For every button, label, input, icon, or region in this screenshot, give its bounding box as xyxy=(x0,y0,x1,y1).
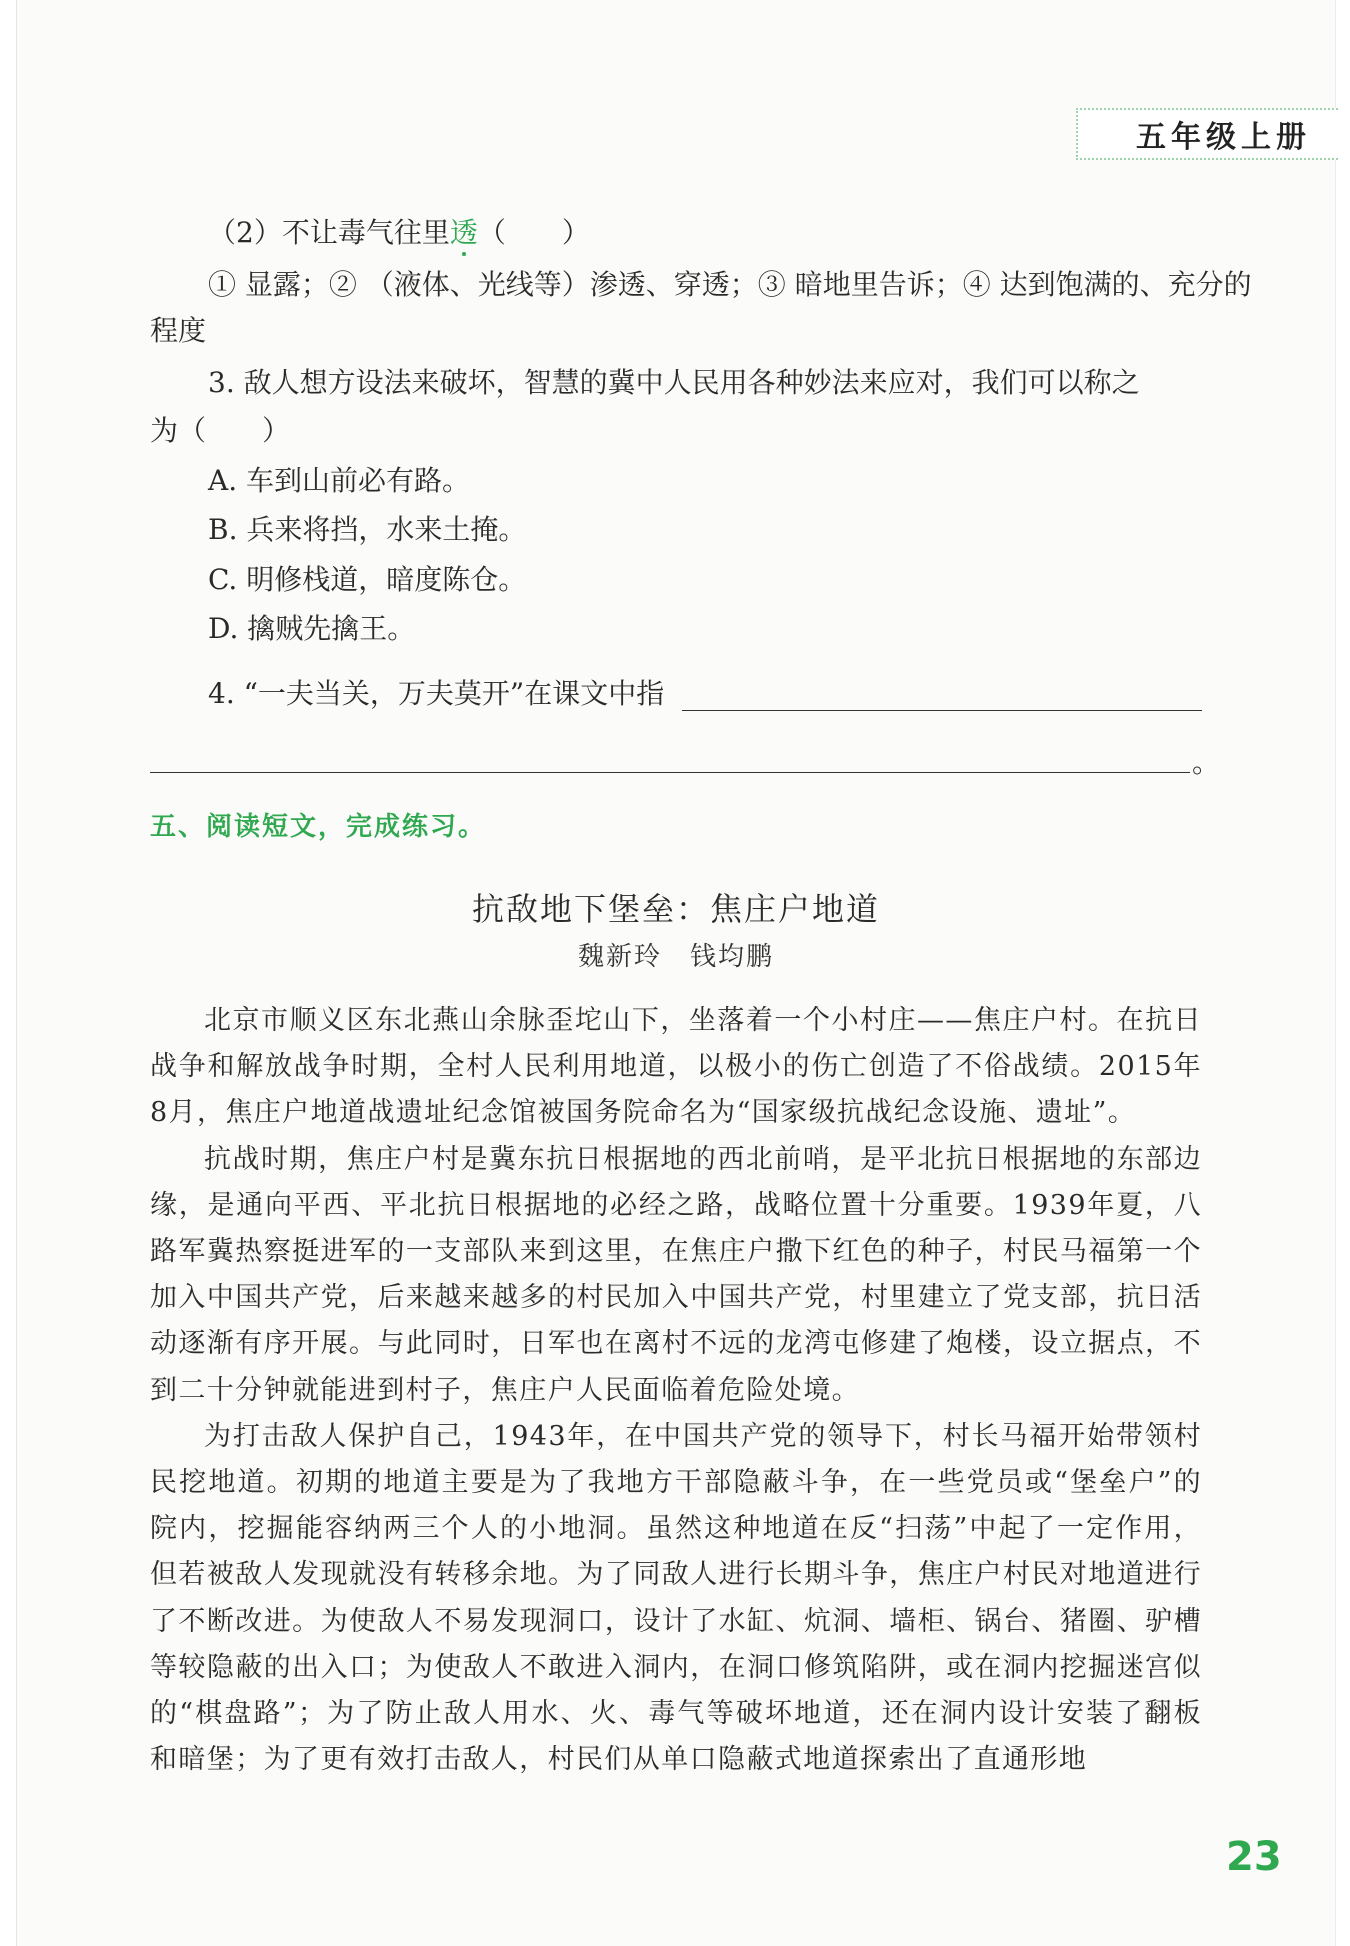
question-3-stem-continued: 为（ ） xyxy=(150,414,291,447)
question-3-option-c: C. 明修栈道，暗度陈仓。 xyxy=(208,563,527,596)
section-five-heading: 五、阅读短文，完成练习。 xyxy=(150,812,487,842)
article-title: 抗敌地下堡垒：焦庄户地道 xyxy=(471,890,880,928)
answer-blank-line-2[interactable] xyxy=(150,772,1190,773)
question-3-option-d: D. 擒贼先擒王。 xyxy=(208,612,416,645)
question-3-stem: 3. 敌人想方设法来破坏，智慧的冀中人民用各种妙法来应对，我们可以称之 xyxy=(208,366,1140,399)
question-3-option-b: B. 兵来将挡，水来土掩。 xyxy=(208,513,527,546)
article-paragraph-1: 北京市顺义区东北燕山余脉歪坨山下，坐落着一个小村庄——焦庄户村。在抗日战争和解放战争时期，全村人民利用地道，以极小的伤亡创造了不俗战绩。2015年8月，焦庄户地道战遗址纪念馆被国务院命名为“国家级抗战纪念设施、遗址”。 xyxy=(150,1005,1202,1129)
article-body xyxy=(150,998,1202,1783)
answer-blank-line-1[interactable] xyxy=(682,710,1202,711)
question-3-option-a: A. 车到山前必有路。 xyxy=(208,464,471,497)
question-2-stem: （2）不让毒气往里透（ ） xyxy=(208,216,590,249)
page-number: 23 xyxy=(1226,1834,1282,1880)
question-4-end-mark: 。 xyxy=(1192,746,1221,779)
question-4-stem: 4. “一夫当关，万夫莫开”在课文中指 xyxy=(208,677,665,710)
question-2-options-continued: 程度 xyxy=(150,314,207,347)
article-authors: 魏新玲 钱均鹏 xyxy=(577,942,774,972)
article-paragraph-3: 为打击敌人保护自己，1943年，在中国共产党的领导下，村长马福开始带领村民挖地道。初期的地道主要是为了我地方干部隐蔽斗争，在一些党员或“堡垒户”的院内，挖掘能容纳两三个人的小地洞。虽然这种地道在反“扫荡”中起了一定作用，但若被敌人发现就没有转移余地。为了同敌人进行长期斗争，焦庄户村民对地道进行了不断改进。为使敌人不易发现洞口，设计了水缸、炕洞、墙柜、锅台、猪圈、驴槽等较隐蔽的出入口；为使敌人不敢进入洞内，在洞口修筑陷阱，或在洞内挖掘迷宫似的“棋盘路”；为了防止敌人用水、火、毒气等破坏地道，还在洞内设计安装了翻板和暗堡；为了更有效打击敌人，村民们从单口隐蔽式地道探索出了直通形地 xyxy=(150,1420,1202,1776)
grade-label: 五年级上册 xyxy=(1136,120,1311,155)
key-character: 透 xyxy=(449,216,478,249)
grade-tab xyxy=(1076,108,1338,160)
article-paragraph-2: 抗战时期，焦庄户村是冀东抗日根据地的西北前哨，是平北抗日根据地的东部边缘，是通向平西、平北抗日根据地的必经之路，战略位置十分重要。1939年夏，八路军冀热察挺进军的一支部队来到这里，在焦庄户撒下红色的种子，村民马福第一个加入中国共产党，后来越来越多的村民加入中国共产党，村里建立了党支部，抗日活动逐渐有序开展。与此同时，日军也在离村不远的龙湾屯修建了炮楼，设立据点，不到二十分钟就能进到村子，焦庄户人民面临着危险处境。 xyxy=(150,1143,1202,1406)
question-2-options: ① 显露；② （液体、光线等）渗透、穿透；③ 暗地里告诉；④ 达到饱满的、充分的 xyxy=(208,268,1252,301)
